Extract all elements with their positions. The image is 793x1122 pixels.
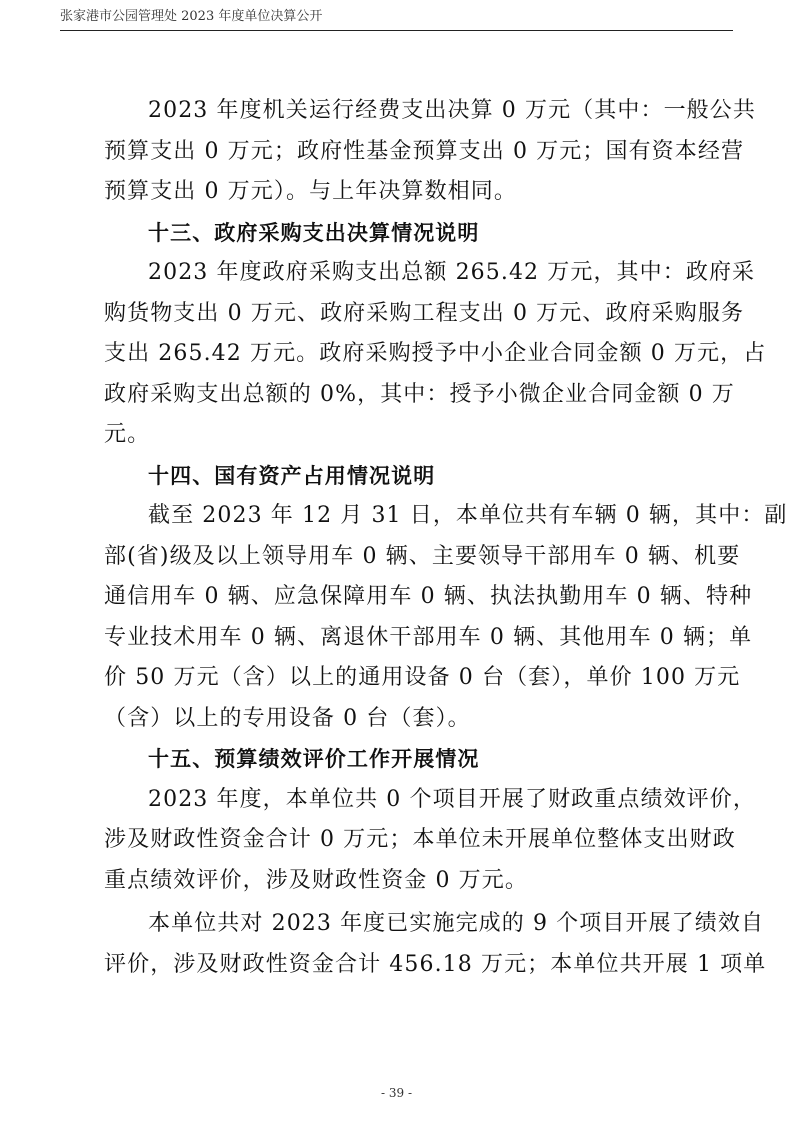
running-header: 张家港市公园管理处 2023 年度单位决算公开 [60, 9, 323, 24]
header-divider [60, 30, 733, 31]
paragraph-line: 截至 2023 年 12 月 31 日，本单位共有车辆 0 辆，其中：副 [148, 503, 788, 528]
paragraph-line: 元。 [104, 422, 151, 447]
paragraph-line: 购货物支出 0 万元、政府采购工程支出 0 万元、政府采购服务 [104, 300, 745, 326]
paragraph-line: 2023 年度机关运行经费支出决算 0 万元（其中：一般公共 [148, 98, 756, 123]
paragraph-line: 涉及财政性资金合计 0 万元；本单位未开展单位整体支出财政 [104, 827, 736, 852]
paragraph-line: 专业技术用车 0 辆、离退休干部用车 0 辆、其他用车 0 辆；单 [104, 624, 753, 650]
paragraph-line: 本单位共对 2023 年度已实施完成的 9 个项目开展了绩效自 [148, 911, 765, 936]
paragraph-line: 2023 年度政府采购支出总额 265.42 万元，其中：政府采 [148, 260, 756, 285]
section-heading-13: 十三、政府采购支出决算情况说明 [148, 220, 480, 245]
section-heading-14: 十四、国有资产占用情况说明 [148, 463, 436, 488]
page-number: - 39 - [380, 1086, 412, 1100]
paragraph-line: 部(省)级及以上领导用车 0 辆、主要领导干部用车 0 辆、机要 [104, 543, 741, 569]
paragraph-line: 评价，涉及财政性资金合计 456.18 万元；本单位共开展 1 项单 [104, 951, 767, 977]
paragraph-line: 预算支出 0 万元）。与上年决算数相同。 [104, 179, 517, 204]
paragraph-line: 价 50 万元（含）以上的通用设备 0 台（套），单价 100 万元 [104, 665, 741, 690]
document-body [104, 91, 788, 985]
paragraph-line: 通信用车 0 辆、应急保障用车 0 辆、执法执勤用车 0 辆、特种 [104, 584, 753, 609]
paragraph-line: 支出 265.42 万元。政府采购授予中小企业合同金额 0 万元，占 [104, 341, 767, 366]
paragraph-line: 政府采购支出总额的 0%，其中：授予小微企业合同金额 0 万 [104, 381, 735, 407]
paragraph-line: （含）以上的专用设备 0 台（套）。 [104, 705, 471, 731]
paragraph-line: 预算支出 0 万元；政府性基金预算支出 0 万元；国有资本经营 [104, 138, 745, 164]
section-heading-15: 十五、预算绩效评价工作开展情况 [148, 747, 480, 771]
paragraph-line: 重点绩效评价，涉及财政性资金 0 万元。 [104, 867, 528, 893]
paragraph-line: 2023 年度，本单位共 0 个项目开展了财政重点绩效评价， [148, 786, 756, 812]
